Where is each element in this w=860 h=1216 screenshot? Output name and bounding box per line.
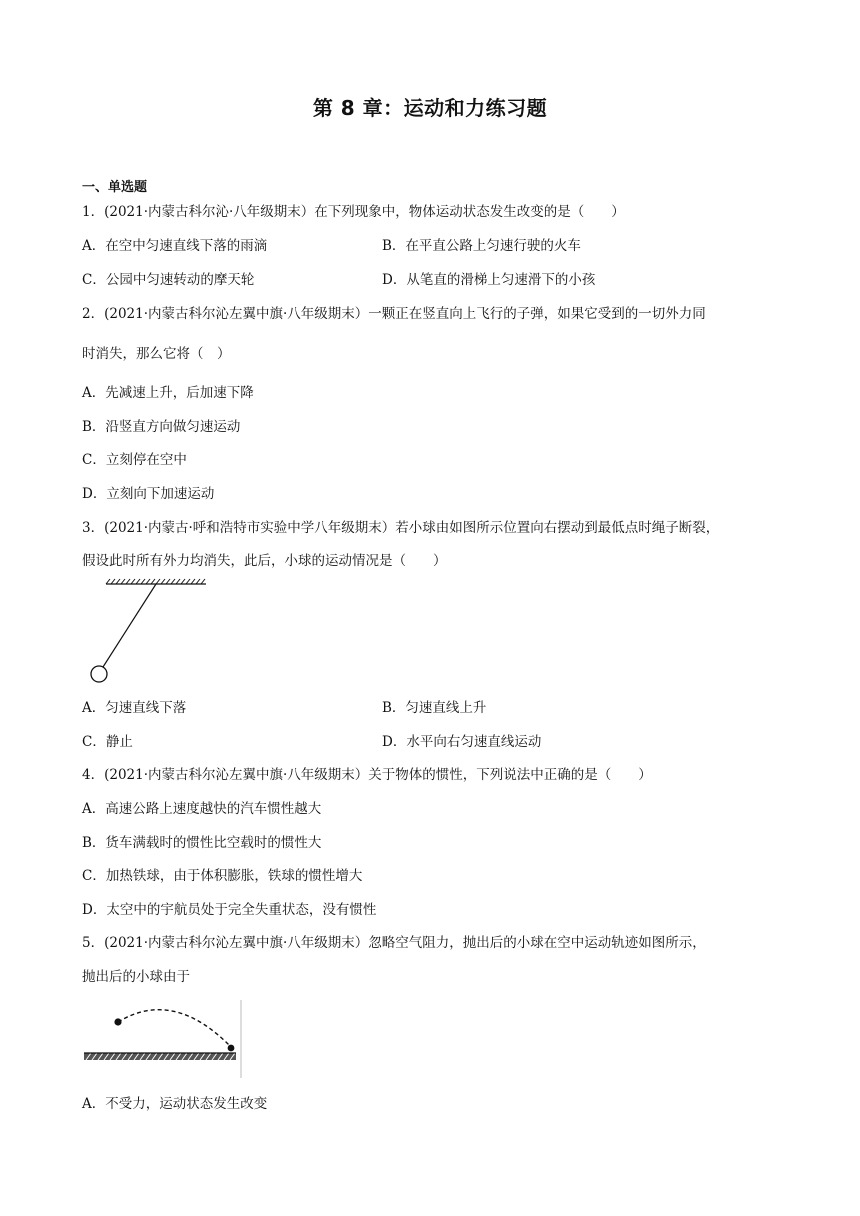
- projectile-figure: [82, 998, 247, 1080]
- q3-option-c: C．静止: [82, 734, 133, 750]
- q4-stem: 4．(2021·内蒙古科尔沁左翼中旗·八年级期末）关于物体的惯性，下列说法中正确的是（ ）: [82, 767, 652, 783]
- q4-option-c: C．加热铁球，由于体积膨胀，铁球的惯性增大: [82, 868, 363, 884]
- pendulum-string: [103, 584, 156, 667]
- q1-option-a: A．在空中匀速直线下落的雨滴: [82, 238, 268, 254]
- ball-end: [228, 1045, 235, 1052]
- q5-stem-line2: 抛出后的小球由于: [82, 969, 190, 985]
- q4-option-d: D．太空中的宇航员处于完全失重状态，没有惯性: [82, 902, 377, 918]
- q3-option-d: D．水平向右匀速直线运动: [382, 734, 542, 750]
- q2-option-c: C．立刻停在空中: [82, 452, 187, 468]
- q1-option-d: D．从笔直的滑梯上匀速滑下的小孩: [382, 272, 596, 288]
- q4-option-a: A．高速公路上速度越快的汽车惯性越大: [82, 801, 322, 817]
- q1-option-b: B．在平直公路上匀速行驶的火车: [382, 238, 581, 254]
- q2-option-d: D．立刻向下加速运动: [82, 486, 215, 502]
- q3-option-a: A．匀速直线下落: [82, 700, 187, 716]
- page-title: 第 8 章：运动和力练习题: [312, 96, 548, 120]
- trajectory-curve: [118, 1010, 232, 1048]
- q5-stem-line1: 5．(2021·内蒙古科尔沁左翼中旗·八年级期末）忽略空气阻力，抛出后的小球在空中运动轨迹如图所示，: [82, 935, 706, 951]
- section-heading: 一、单选题: [82, 180, 148, 195]
- q2-stem-line2: 时消失，那么它将（ ）: [82, 346, 231, 362]
- q2-stem-line1: 2．(2021·内蒙古科尔沁左翼中旗·八年级期末）一颗正在竖直向上飞行的子弹，如果它受到的一切外力同: [82, 306, 706, 322]
- q2-option-b: B．沿竖直方向做匀速运动: [82, 419, 241, 435]
- q3-stem-line2: 假设此时所有外力均消失，此后，小球的运动情况是（ ）: [82, 553, 447, 569]
- ceiling-hatching: [106, 579, 205, 584]
- q2-option-a: A．先减速上升，后加速下降: [82, 385, 254, 401]
- ball-start: [114, 1018, 121, 1025]
- q4-option-b: B．货车满载时的惯性比空载时的惯性大: [82, 835, 322, 851]
- pendulum-ball: [91, 666, 107, 682]
- q3-option-b: B．匀速直线上升: [382, 700, 487, 716]
- q1-stem: 1．(2021·内蒙古科尔沁·八年级期末）在下列现象中，物体运动状态发生改变的是（ ）: [82, 204, 625, 220]
- q3-stem-line1: 3．(2021·内蒙古·呼和浩特市实验中学八年级期末）若小球由如图所示位置向右摆动到最低点时绳子断裂，: [82, 520, 720, 536]
- q1-option-c: C．公园中匀速转动的摩天轮: [82, 272, 255, 288]
- q5-option-a: A．不受力，运动状态发生改变: [82, 1096, 268, 1112]
- pendulum-figure: [86, 578, 216, 688]
